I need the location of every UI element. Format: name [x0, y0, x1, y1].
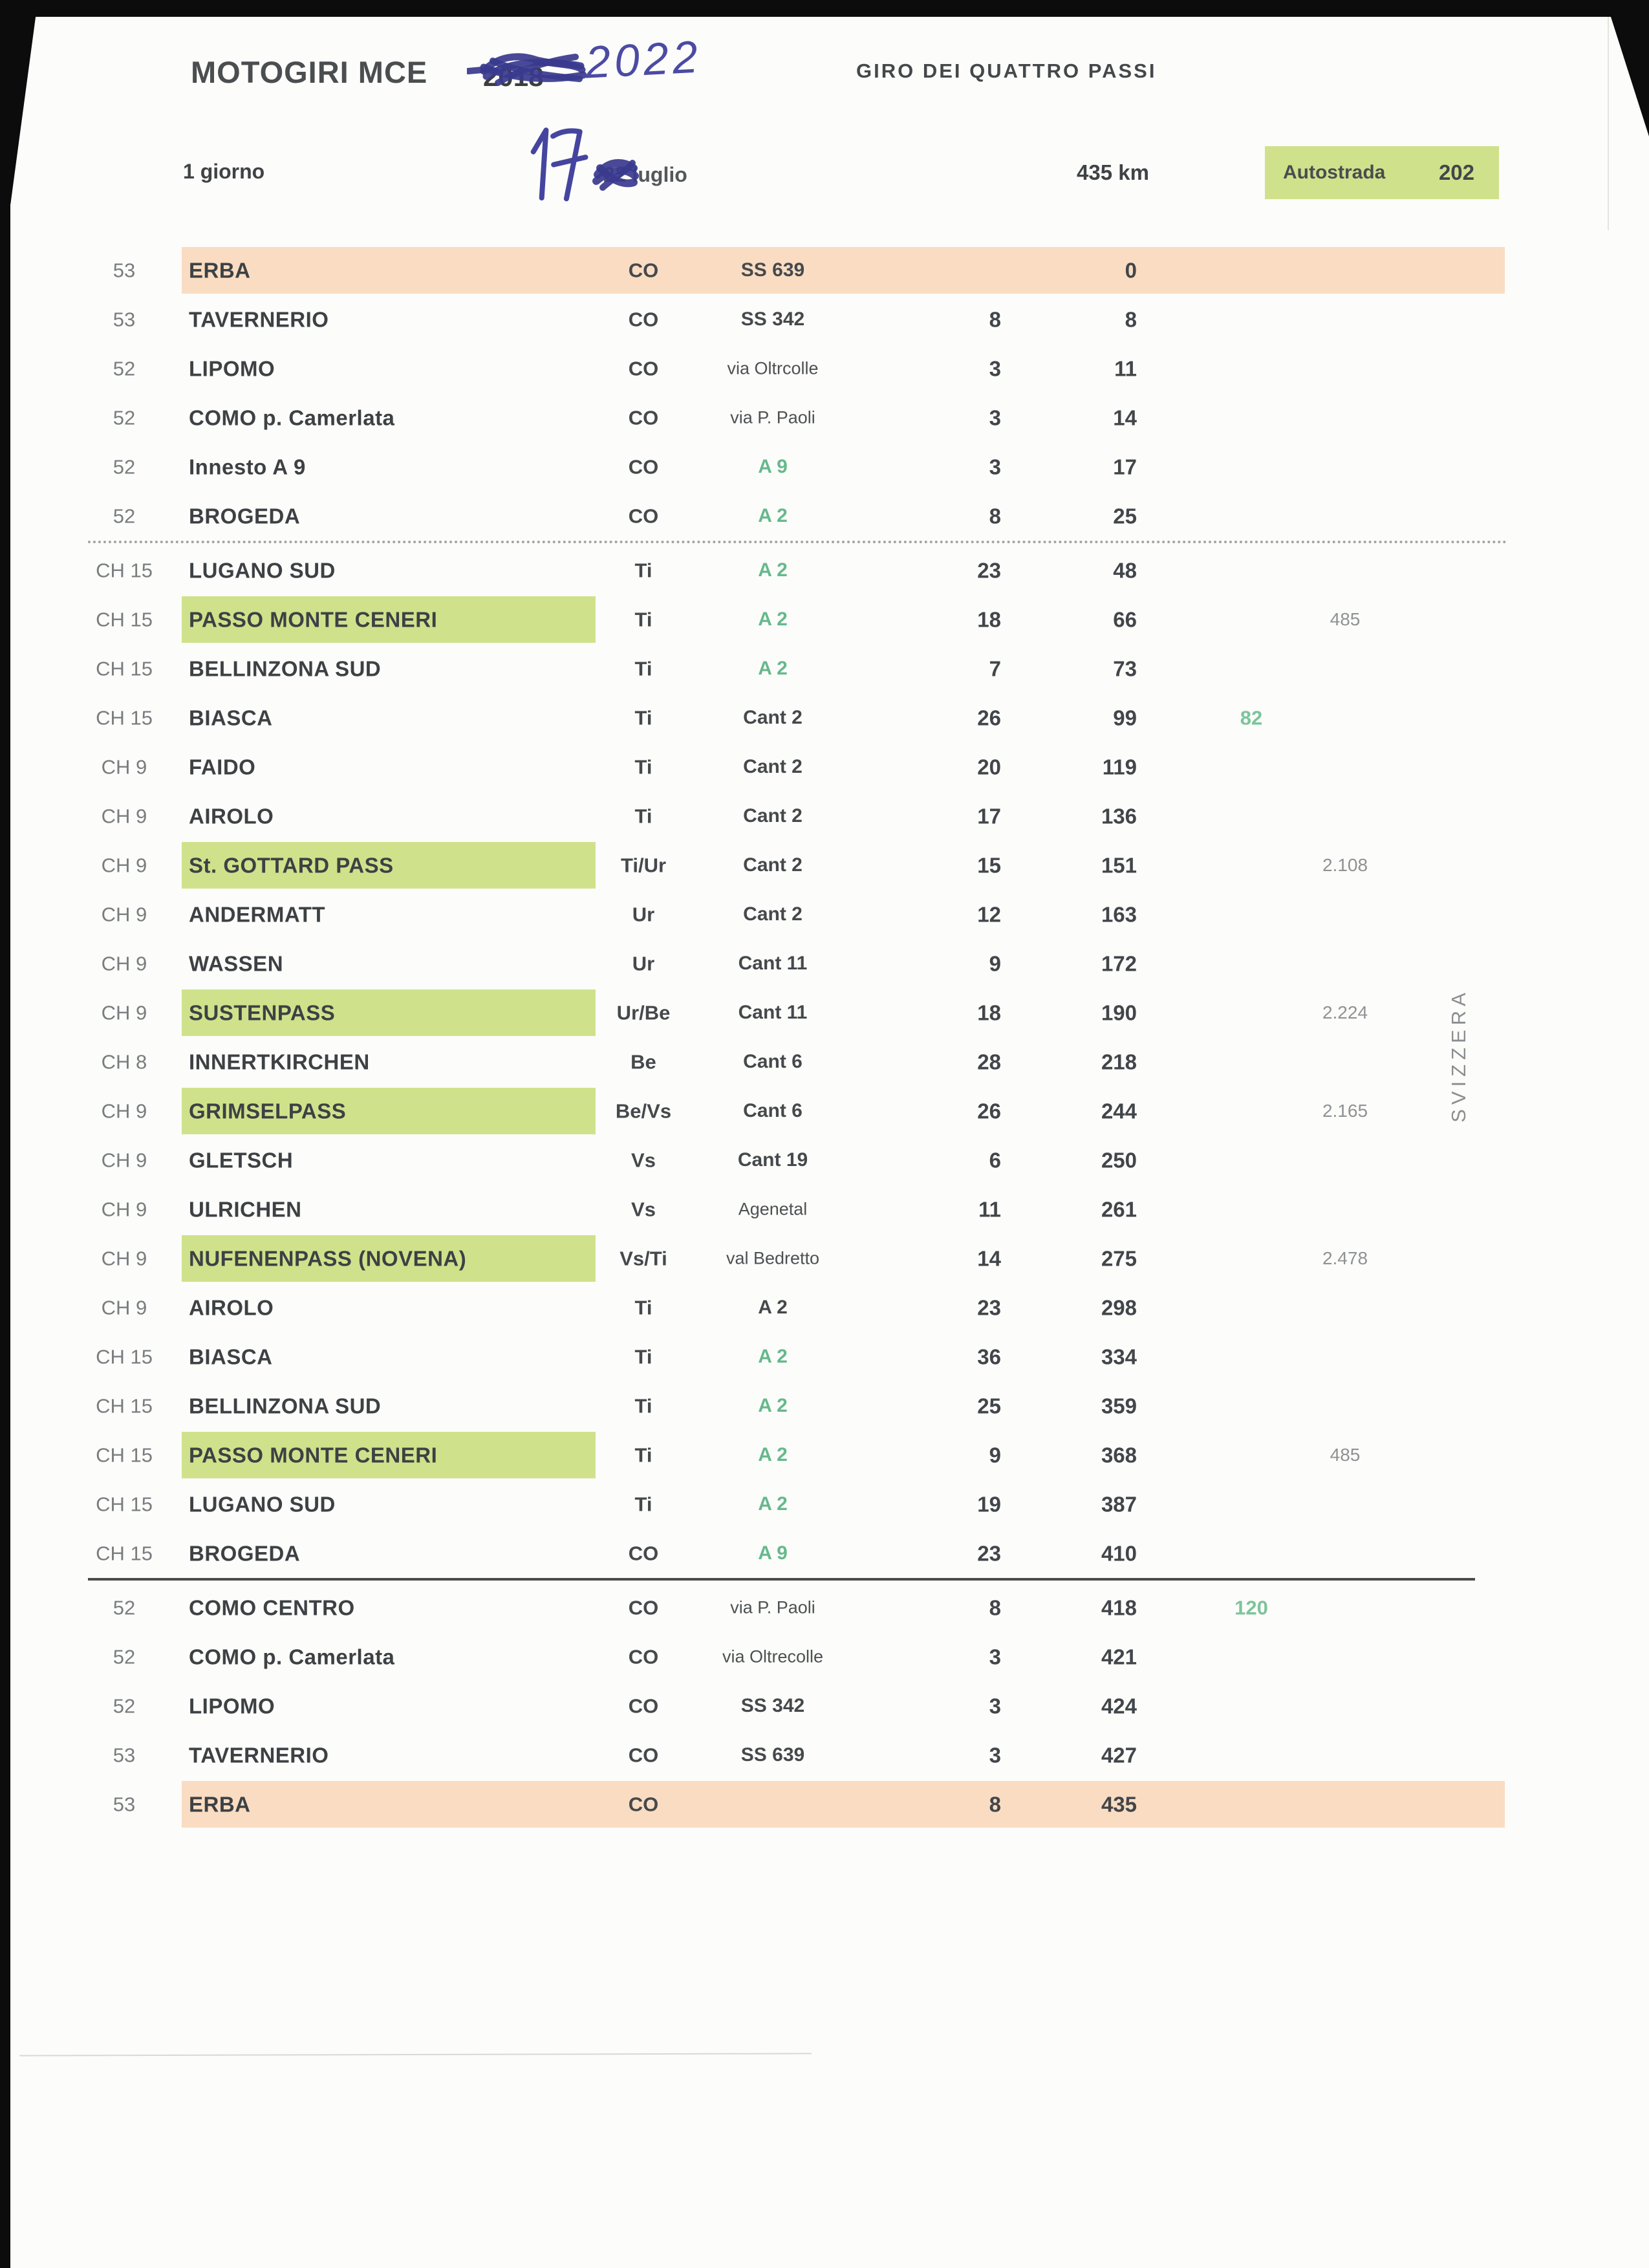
note-km: 120 — [1234, 1596, 1268, 1619]
leg-km: 8 — [989, 307, 1001, 332]
total-km: 275 — [1101, 1246, 1137, 1271]
road-name: Cant 11 — [738, 953, 808, 974]
route-number: CH 9 — [101, 952, 147, 975]
place-name: ERBA — [189, 1792, 251, 1817]
leg-km: 23 — [977, 1541, 1001, 1566]
leg-km: 8 — [989, 504, 1001, 528]
place-name: TAVERNERIO — [189, 307, 329, 332]
total-distance: 435 km — [1077, 160, 1149, 184]
table-row — [0, 246, 1649, 295]
table-row — [0, 644, 1649, 693]
route-number: CH 15 — [96, 1443, 153, 1467]
total-km: 119 — [1102, 755, 1137, 779]
scan-edge-left-wedge — [0, 17, 38, 204]
road-name: A 2 — [758, 658, 788, 679]
total-km: 8 — [1125, 307, 1137, 332]
route-number: 53 — [113, 1793, 136, 1816]
leg-km: 15 — [977, 853, 1001, 878]
place-name: LUGANO SUD — [189, 558, 336, 583]
route-number: CH 15 — [96, 1493, 153, 1516]
road-name: A 9 — [758, 456, 788, 477]
route-number: CH 9 — [101, 1296, 147, 1319]
total-km: 435 — [1101, 1792, 1137, 1817]
route-number: 52 — [113, 504, 136, 528]
place-name: PASSO MONTE CENERI — [189, 1443, 438, 1467]
place-name: LUGANO SUD — [189, 1492, 336, 1517]
place-name: FAIDO — [189, 755, 256, 779]
place-name: ANDERMATT — [189, 902, 326, 927]
leg-km: 26 — [977, 706, 1001, 730]
province-code: CO — [628, 1645, 659, 1669]
place-name: ULRICHEN — [189, 1197, 302, 1222]
road-name: SS 342 — [740, 308, 805, 330]
road-name: Cant 6 — [743, 1100, 803, 1121]
table-row — [0, 1234, 1649, 1283]
road-name: Cant 2 — [743, 854, 803, 876]
route-number: 53 — [113, 259, 136, 282]
table-row — [0, 1780, 1649, 1829]
total-km: 99 — [1113, 706, 1137, 730]
route-number: 52 — [113, 1596, 136, 1619]
province-code: Ti — [634, 1296, 652, 1319]
highlight-band — [182, 1781, 1505, 1828]
route-number: CH 9 — [101, 1198, 147, 1221]
province-code: CO — [628, 406, 659, 429]
table-row — [0, 988, 1649, 1037]
total-km: 151 — [1101, 853, 1137, 878]
table-row — [0, 442, 1649, 491]
total-km: 66 — [1113, 607, 1137, 632]
table-row — [0, 1583, 1649, 1632]
leg-km: 7 — [989, 656, 1001, 681]
crossed-out-year: 2018 — [483, 61, 544, 92]
total-km: 387 — [1101, 1492, 1137, 1517]
autostrada-label: Autostrada — [1283, 162, 1386, 183]
table-row — [0, 295, 1649, 344]
table-row — [0, 546, 1649, 595]
place-name: LIPOMO — [189, 356, 275, 381]
table-row — [0, 1037, 1649, 1086]
place-name: NUFENENPASS (NOVENA) — [189, 1246, 467, 1271]
place-name: GRIMSELPASS — [189, 1099, 347, 1123]
route-number: CH 9 — [101, 1099, 147, 1123]
total-km: 334 — [1101, 1345, 1137, 1369]
printed-date: 22 luglio — [603, 163, 687, 186]
road-name: Cant 2 — [743, 903, 803, 925]
autostrada-km: 202 — [1438, 160, 1474, 184]
province-code: Ti — [634, 608, 652, 631]
route-number: CH 9 — [101, 1149, 147, 1172]
province-code: Ti — [634, 1443, 652, 1467]
place-name: BELLINZONA SUD — [189, 1394, 382, 1418]
total-km: 136 — [1101, 804, 1137, 828]
province-code: Ti — [634, 1493, 652, 1516]
leg-km: 18 — [977, 607, 1001, 632]
table-row — [0, 841, 1649, 890]
road-name: via P. Paoli — [730, 407, 815, 427]
road-name: via Oltrecolle — [722, 1647, 824, 1667]
elevation-m: 2.224 — [1322, 1002, 1368, 1022]
table-row — [0, 890, 1649, 939]
province-code: Ti — [634, 755, 652, 779]
leg-km: 3 — [989, 1694, 1001, 1718]
province-code: Be — [630, 1050, 656, 1074]
road-name: A 2 — [758, 1493, 788, 1515]
table-row — [0, 1283, 1649, 1332]
road-name: via Oltrcolle — [727, 358, 819, 378]
province-code: CO — [628, 455, 659, 479]
route-number: 52 — [113, 357, 136, 380]
road-name: A 2 — [758, 1346, 788, 1367]
road-name: A 2 — [758, 505, 788, 526]
route-number: CH 15 — [96, 657, 153, 680]
total-km: 48 — [1113, 558, 1137, 583]
leg-km: 18 — [977, 1000, 1001, 1025]
road-name: SS 342 — [740, 1695, 805, 1716]
province-code: CO — [628, 357, 659, 380]
place-name: BELLINZONA SUD — [189, 656, 382, 681]
total-km: 11 — [1114, 356, 1137, 381]
leg-km: 3 — [989, 1743, 1001, 1767]
autostrada-highlight-box — [1265, 146, 1499, 199]
leg-km: 11 — [978, 1197, 1001, 1222]
leg-km: 28 — [977, 1050, 1001, 1074]
handwritten-day — [523, 122, 596, 204]
road-name: A 2 — [758, 609, 788, 630]
table-row — [0, 792, 1649, 841]
country-side-label: SVIZZERA — [1447, 988, 1470, 1123]
place-name: St. GOTTARD PASS — [189, 853, 394, 878]
place-name: Innesto A 9 — [189, 455, 306, 479]
elevation-m: 2.165 — [1322, 1101, 1368, 1121]
elevation-m: 2.108 — [1322, 855, 1368, 875]
road-name: Cant 19 — [737, 1149, 808, 1171]
place-name: WASSEN — [189, 951, 284, 976]
leg-km: 9 — [989, 951, 1001, 976]
province-code: Vs — [631, 1198, 656, 1221]
total-km: 218 — [1101, 1050, 1137, 1074]
total-km: 410 — [1101, 1541, 1137, 1566]
handwritten-year: 2022 — [584, 31, 703, 88]
elevation-m: 2.478 — [1322, 1248, 1368, 1268]
table-row — [0, 1332, 1649, 1381]
leg-km: 3 — [989, 356, 1001, 381]
leg-km: 8 — [989, 1595, 1001, 1620]
road-name: A 9 — [758, 1542, 788, 1564]
leg-km: 23 — [977, 558, 1001, 583]
road-name: SS 639 — [740, 1744, 805, 1766]
province-code: Ur/Be — [616, 1001, 671, 1024]
leg-km: 26 — [977, 1099, 1001, 1123]
place-name: COMO p. Camerlata — [189, 405, 395, 430]
province-code: Ur — [632, 952, 655, 975]
elevation-m: 485 — [1330, 609, 1361, 629]
route-number: 53 — [113, 1744, 136, 1767]
province-code: Ti — [634, 559, 652, 582]
leg-km: 12 — [977, 902, 1001, 927]
total-km: 17 — [1113, 455, 1137, 479]
route-number: CH 15 — [96, 559, 153, 582]
place-name: COMO p. Camerlata — [189, 1645, 395, 1669]
road-name: A 2 — [758, 1297, 788, 1318]
province-code: Ti/Ur — [620, 854, 667, 877]
province-code: CO — [628, 1596, 659, 1619]
leg-km: 6 — [989, 1148, 1001, 1172]
table-row — [0, 1480, 1649, 1529]
province-code: Ti — [634, 657, 652, 680]
place-name: GLETSCH — [189, 1148, 294, 1172]
total-km: 421 — [1101, 1645, 1137, 1669]
place-name: LIPOMO — [189, 1694, 275, 1718]
table-row — [0, 1632, 1649, 1681]
table-row — [0, 1136, 1649, 1185]
total-km: 0 — [1125, 258, 1137, 283]
province-code: CO — [628, 1744, 659, 1767]
route-number: CH 9 — [101, 805, 147, 828]
scan-edge-top-right — [1602, 17, 1649, 136]
total-km: 163 — [1101, 902, 1137, 927]
total-km: 25 — [1113, 504, 1137, 528]
note-km: 82 — [1240, 706, 1263, 729]
table-row — [0, 1731, 1649, 1780]
total-km: 14 — [1113, 405, 1137, 430]
place-name: COMO CENTRO — [189, 1595, 355, 1620]
leg-km: 19 — [977, 1492, 1001, 1517]
province-code: Vs/Ti — [620, 1247, 667, 1270]
leg-km: 3 — [989, 1645, 1001, 1669]
total-km: 368 — [1101, 1443, 1137, 1467]
total-km: 359 — [1101, 1394, 1137, 1418]
ink-scribble-year — [467, 49, 587, 91]
road-name: Cant 2 — [743, 805, 803, 826]
province-code: Ur — [632, 903, 655, 926]
place-name: BROGEDA — [189, 1541, 301, 1566]
elevation-m: 485 — [1330, 1445, 1361, 1465]
paper-right-edge — [1608, 17, 1609, 230]
place-name: BROGEDA — [189, 504, 301, 528]
table-row — [0, 939, 1649, 988]
province-code: Be/Vs — [615, 1099, 672, 1123]
leg-km: 9 — [989, 1443, 1001, 1467]
ink-scribble-day — [592, 154, 639, 194]
total-km: 190 — [1101, 1000, 1137, 1025]
leg-km: 20 — [977, 755, 1001, 779]
route-section — [0, 246, 1649, 541]
table-row — [0, 1431, 1649, 1480]
leg-km: 25 — [977, 1394, 1001, 1418]
place-name: BIASCA — [189, 706, 273, 730]
leg-km: 17 — [977, 804, 1001, 828]
total-km: 250 — [1101, 1148, 1137, 1172]
road-name: Cant 6 — [743, 1051, 803, 1072]
table-row — [0, 1185, 1649, 1234]
scan-edge-top — [0, 0, 1649, 17]
province-code: CO — [628, 504, 659, 528]
place-name: SUSTENPASS — [189, 1000, 336, 1025]
province-code: CO — [628, 1793, 659, 1816]
table-row — [0, 1381, 1649, 1431]
province-code: CO — [628, 308, 659, 331]
table-row — [0, 693, 1649, 742]
place-name: BIASCA — [189, 1345, 273, 1369]
place-name: PASSO MONTE CENERI — [189, 607, 438, 632]
road-name: Cant 2 — [743, 707, 803, 728]
place-name: INNERTKIRCHEN — [189, 1050, 370, 1074]
road-name: val Bedretto — [726, 1248, 820, 1268]
road-name: A 2 — [758, 559, 788, 581]
table-row — [0, 1086, 1649, 1136]
province-code: Ti — [634, 1394, 652, 1418]
section-divider — [88, 1578, 1475, 1583]
road-name: Cant 2 — [743, 756, 803, 777]
table-row — [0, 742, 1649, 792]
table-row — [0, 344, 1649, 393]
leg-km: 23 — [977, 1295, 1001, 1320]
province-code: Ti — [634, 1345, 652, 1368]
page-title: MOTOGIRI MCE — [191, 55, 428, 89]
itinerary-table — [0, 246, 1649, 1829]
province-code: CO — [628, 1542, 659, 1565]
place-name: AIROLO — [189, 804, 274, 828]
total-km: 298 — [1101, 1295, 1137, 1320]
road-name: A 2 — [758, 1395, 788, 1416]
route-number: 52 — [113, 1645, 136, 1669]
table-row — [0, 1529, 1649, 1578]
route-number: 53 — [113, 308, 136, 331]
place-name: AIROLO — [189, 1295, 274, 1320]
road-name: Cant 11 — [738, 1002, 808, 1023]
province-code: CO — [628, 1694, 659, 1718]
road-name: via P. Paoli — [730, 1597, 815, 1617]
leg-km: 3 — [989, 405, 1001, 430]
route-number: CH 15 — [96, 706, 153, 729]
route-number: CH 9 — [101, 903, 147, 926]
road-name: A 2 — [758, 1444, 788, 1465]
road-name: SS 639 — [740, 259, 805, 281]
table-row — [0, 491, 1649, 541]
table-row — [0, 595, 1649, 644]
place-name: ERBA — [189, 258, 251, 283]
province-code: Vs — [631, 1149, 656, 1172]
route-number: CH 9 — [101, 755, 147, 779]
table-row — [0, 1681, 1649, 1731]
leg-km: 8 — [989, 1792, 1001, 1817]
province-code: CO — [628, 259, 659, 282]
paper-bottom-edge — [19, 2053, 812, 2056]
road-name: Agenetal — [738, 1199, 808, 1219]
route-number: CH 15 — [96, 1394, 153, 1418]
route-number: CH 15 — [96, 608, 153, 631]
total-km: 73 — [1113, 656, 1137, 681]
place-name: TAVERNERIO — [189, 1743, 329, 1767]
total-km: 424 — [1101, 1694, 1137, 1718]
page-subtitle: GIRO DEI QUATTRO PASSI — [856, 59, 1157, 82]
duration-label: 1 giorno — [183, 160, 265, 183]
province-code: Ti — [634, 706, 652, 729]
route-number: 52 — [113, 406, 136, 429]
section-divider — [88, 541, 1507, 546]
route-section — [0, 1583, 1649, 1829]
leg-km: 36 — [977, 1345, 1001, 1369]
route-number: 52 — [113, 1694, 136, 1718]
province-code: Ti — [634, 805, 652, 828]
total-km: 418 — [1101, 1595, 1137, 1620]
total-km: 244 — [1101, 1099, 1137, 1123]
route-number: CH 9 — [101, 854, 147, 877]
route-number: CH 9 — [101, 1247, 147, 1270]
leg-km: 14 — [977, 1246, 1001, 1271]
leg-km: 3 — [989, 455, 1001, 479]
route-number: CH 8 — [101, 1050, 147, 1074]
total-km: 261 — [1101, 1197, 1137, 1222]
total-km: 172 — [1101, 951, 1137, 976]
total-km: 427 — [1101, 1743, 1137, 1767]
table-row — [0, 393, 1649, 442]
route-number: CH 15 — [96, 1345, 153, 1368]
route-section — [0, 546, 1649, 1578]
route-number: CH 15 — [96, 1542, 153, 1565]
route-number: 52 — [113, 455, 136, 479]
route-number: CH 9 — [101, 1001, 147, 1024]
